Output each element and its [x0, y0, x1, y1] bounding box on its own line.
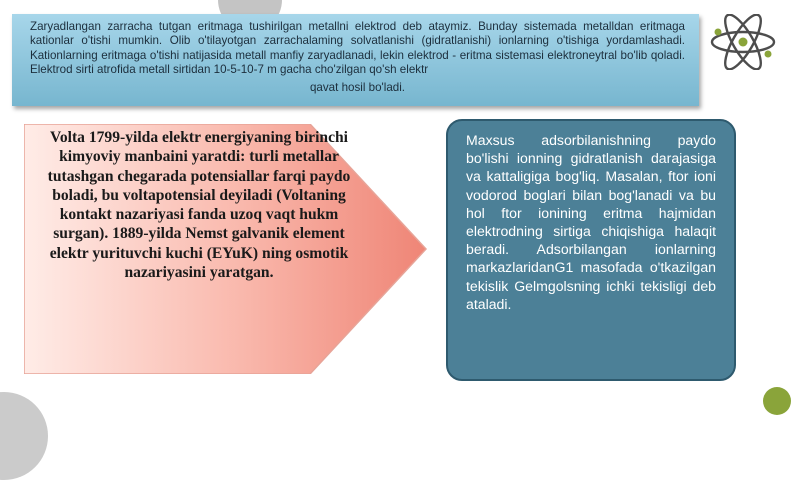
right-text-box	[446, 119, 736, 381]
arrow-box-text: Volta 1799-yilda elektr energiyaning birinchi kimyoviy manbaini yaratdi: turli metallar tutashgan chegarada potensiallar farqi paydo boladi, bu voltapotensial deyiladi (Voltaning kontakt nazariyasi fanda uzoq vaqt hukm surgan). 1889-yilda Nemst galvanik element elektr yurituvchi kuchi (EYuK) ning osmotik nazariyasini yaratgan.	[47, 129, 351, 282]
banner-last-line: qavat hosil bo'ladi.	[309, 81, 406, 95]
right-box-text: Maxsus adsorbilanishning paydo bo'lishi ionning gidratlanish darajasiga va kattaligiga bog'liq. Masalan, ftor ioni vodorod boglari bilan bog'lanadi va bu hol ftor ionining eritma hajmidan elektrodning sirtiga chiqishiga halaqit beradi. Adsorbilangan ionlarning markazlaridanG1 masofada o'tkazilgan tekislik Gelmgolsning ichki tekisligi deb ataladi.	[466, 132, 716, 312]
top-text-banner	[12, 14, 699, 106]
decorative-green-circle	[763, 387, 791, 415]
banner-paragraph: Zaryadlangan zarracha tutgan eritmaga tushirilgan metallni elektrod deb ataymiz. Bunday sistemada metalldan eritmaga kationlar o'tishi mumkin. Olib o'tilayotgan zarrachalaming solvatlanishi (gidratlanishi) ionlarning o'tishiga yordamlashadi. Kationlarning eritmaga o'tishi natijasida metall manfiy zaryadlanadi, lekin elektrod - eritma sistemasi elektroneytral bo'lib qoladi. Elektrod sirti atrofida metall sirtidan 10-5-10-7 m gacha cho'zilgan qo'sh elektr	[30, 20, 685, 76]
atom-icon	[708, 14, 778, 70]
decorative-gray-circle-bottom-left	[0, 392, 48, 480]
